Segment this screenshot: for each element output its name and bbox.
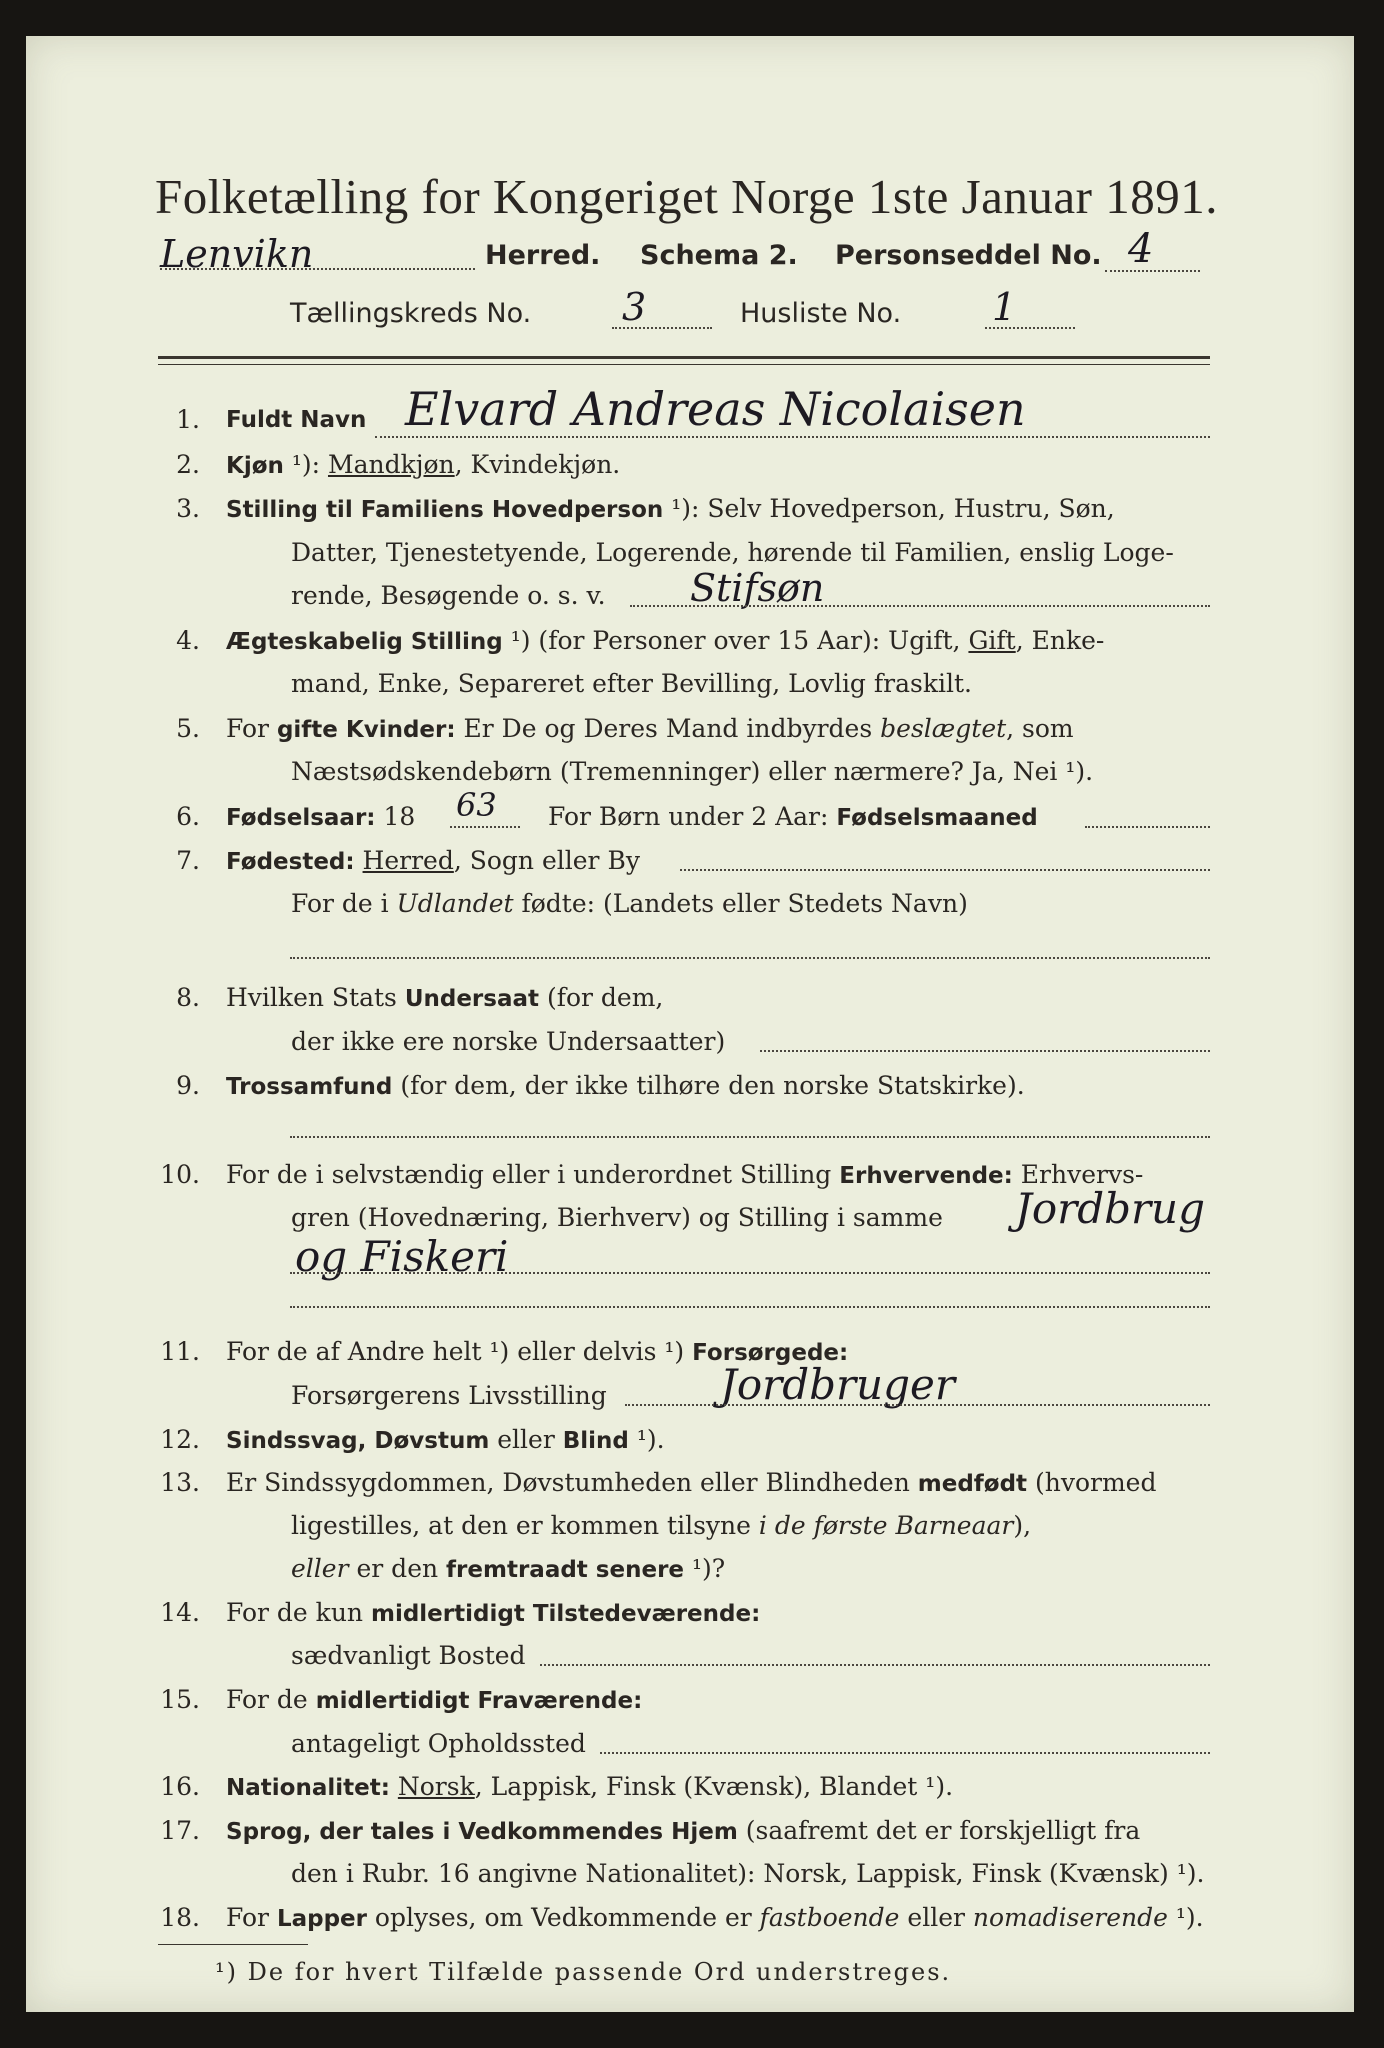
item-number: 4. xyxy=(176,626,200,655)
item-label: midlertidigt Tilstedeværende: xyxy=(370,1601,761,1627)
item-text xyxy=(226,1070,1025,1103)
item-number: 10. xyxy=(160,1160,200,1189)
text-run: fødte: (Landets eller Stedets Navn) xyxy=(513,889,968,918)
item-number: 1. xyxy=(176,405,200,434)
text-run: nomadiserende xyxy=(972,1903,1168,1932)
text-run: For de xyxy=(226,1685,316,1714)
item-label: gifte Kvinder: xyxy=(276,717,456,743)
herred-label: Herred. xyxy=(485,240,601,271)
text-run: ¹). xyxy=(628,1425,665,1454)
item-label: Nationalitet: xyxy=(226,1775,390,1801)
item-text xyxy=(291,1510,1031,1542)
text-run: Er Sindssygdommen, Døvstumheden eller Blindheden xyxy=(226,1468,918,1497)
text-run: , Kvindekjøn. xyxy=(454,450,621,479)
occupation-handwritten-1: Jordbrug xyxy=(1015,1184,1205,1233)
item-1-dotted-line xyxy=(375,436,1210,438)
item-number: 11. xyxy=(160,1337,200,1366)
item-label: Forsørgede: xyxy=(692,1340,849,1366)
item-text xyxy=(226,845,640,878)
item-text xyxy=(226,625,1104,658)
personseddel-label: Personseddel No. xyxy=(835,240,1102,271)
text-run: er den xyxy=(348,1554,447,1583)
text-run: (saafremt det er forskjelligt fra xyxy=(737,1816,1141,1845)
text-run: (for dem, der ikke tilhøre den norske Statskirke). xyxy=(392,1071,1025,1100)
item-11-dotted-line xyxy=(625,1404,1210,1406)
text-run: eller xyxy=(899,1903,973,1932)
item-label: Sprog, der tales i Vedkommendes Hjem xyxy=(226,1819,738,1845)
text-run: ¹)? xyxy=(684,1554,726,1583)
item-number: 15. xyxy=(160,1685,200,1714)
item-label: Fuldt Navn xyxy=(226,407,367,433)
text-run: oplyses, om Vedkommende er xyxy=(366,1903,760,1932)
herred-dotted-line xyxy=(160,268,475,270)
item-text xyxy=(226,1424,665,1457)
text-run: (hvormed xyxy=(1027,1468,1157,1497)
item-number: 5. xyxy=(176,714,200,743)
item-label: Stilling til Familiens Hovedperson xyxy=(226,497,664,523)
item-10-dotted-line xyxy=(290,1272,1210,1274)
text-run: For de af Andre helt ¹) eller delvis ¹) xyxy=(226,1337,693,1366)
text-run: For Børn under 2 Aar: xyxy=(548,802,837,831)
item-label: Fødselsmaaned xyxy=(836,805,1038,831)
item-text xyxy=(226,982,663,1015)
item-label: Ægteskabelig Stilling xyxy=(226,629,503,655)
text-run: For xyxy=(226,714,277,743)
husliste-label: Husliste No. xyxy=(740,298,902,329)
husliste-handwritten: 1 xyxy=(992,285,1017,329)
item-7-dotted-line-2 xyxy=(290,957,1210,959)
item-number: 6. xyxy=(176,802,200,831)
item-number: 2. xyxy=(176,450,200,479)
text-run: , Lappisk, Finsk (Kvænsk), Blandet ¹). xyxy=(474,1772,954,1801)
item-14-dotted-line xyxy=(540,1664,1210,1666)
item-label: medfødt xyxy=(917,1471,1028,1497)
item-text xyxy=(226,1771,953,1804)
kreds-label: Tællingskreds No. xyxy=(290,298,532,329)
text-run: beslægtet xyxy=(880,714,1007,743)
form-title: Folketælling for Kongeriget Norge 1ste Januar 1891. xyxy=(155,169,1218,224)
birth-year-handwritten: 63 xyxy=(456,786,497,824)
footnote: ¹) De for hvert Tilfælde passende Ord understreges. xyxy=(215,1958,952,1986)
supporter-handwritten: Jordbruger xyxy=(720,1360,955,1409)
occupation-handwritten-2: og Fiskeri xyxy=(295,1232,509,1281)
item-number: 8. xyxy=(176,983,200,1012)
item-number: 17. xyxy=(160,1816,200,1845)
text-run: For de i selvstændig eller i underordnet Stilling xyxy=(226,1160,840,1189)
item-text xyxy=(226,449,620,482)
text-run xyxy=(390,1772,398,1801)
text-run: i de første Barneaar xyxy=(758,1511,1014,1540)
item-number: 14. xyxy=(160,1598,200,1627)
item-text xyxy=(226,1159,1143,1192)
item-number: 9. xyxy=(176,1071,200,1100)
text-run: ), xyxy=(1013,1511,1032,1540)
text-run: ¹): Selv Hovedperson, Hustru, Søn, xyxy=(663,494,1115,523)
item-number: 12. xyxy=(160,1425,200,1454)
text-run: Er De og Deres Mand indbyrdes xyxy=(455,714,881,743)
underlined-choice: Herred xyxy=(362,846,454,875)
underlined-choice: Mandkjøn xyxy=(327,450,455,479)
text-run: Datter, Tjenestetyende, Logerende, hørende til Familien, enslig Loge- xyxy=(291,538,1174,567)
item-label: Lapper xyxy=(276,1906,367,1932)
text-run: 18 xyxy=(375,802,416,831)
item-text xyxy=(226,493,1115,526)
item-8-dotted-line xyxy=(760,1050,1210,1052)
item-text xyxy=(226,1815,1140,1848)
item-text xyxy=(226,1597,760,1630)
footnote-rule xyxy=(158,1944,308,1945)
text-run: mand, Enke, Separeret efter Bevilling, Lovlig fraskilt. xyxy=(291,669,972,698)
text-run: der ikke ere norske Undersaatter) xyxy=(291,1027,726,1056)
item-label: midlertidigt Fraværende: xyxy=(315,1688,643,1714)
full-name-handwritten: Elvard Andreas Nicolaisen xyxy=(405,382,1026,436)
header-rule-thick xyxy=(158,356,1210,359)
item-text xyxy=(226,1902,1204,1935)
item-number: 18. xyxy=(160,1903,200,1932)
item-number: 13. xyxy=(160,1468,200,1497)
item-3-dotted-line xyxy=(630,605,1210,607)
text-run: eller xyxy=(489,1425,563,1454)
text-run: den i Rubr. 16 angivne Nationalitet): Norsk, Lappisk, Finsk (Kvænsk) ¹). xyxy=(291,1859,1205,1888)
item-label: Undersaat xyxy=(404,986,539,1012)
text-run: Erhvervs- xyxy=(1012,1160,1144,1189)
item-9-dotted-line xyxy=(290,1136,1210,1138)
item-text xyxy=(291,888,968,920)
text-run: antageligt Opholdssted xyxy=(291,1729,586,1758)
text-run: Hvilken Stats xyxy=(226,983,405,1012)
item-number: 3. xyxy=(176,494,200,523)
item-label: Fødselsaar: xyxy=(226,805,376,831)
item-text xyxy=(291,1553,725,1586)
underlined-choice: Gift xyxy=(968,626,1016,655)
text-run: ¹): xyxy=(283,450,328,479)
text-run: eller xyxy=(291,1554,349,1583)
item-number: 16. xyxy=(160,1772,200,1801)
birth-month-dotted-line xyxy=(1085,826,1210,828)
text-run: rende, Besøgende o. s. v. xyxy=(291,581,606,610)
text-run: For xyxy=(226,1903,277,1932)
text-run: (for dem, xyxy=(539,983,664,1012)
herred-handwritten: Lenvikn xyxy=(160,232,314,276)
text-run: , som xyxy=(1006,714,1074,743)
item-label: Sindssvag, Døvstum xyxy=(226,1428,490,1454)
item-text xyxy=(548,801,1038,834)
item-10-dotted-line-2 xyxy=(290,1306,1210,1308)
item-label: Erhvervende: xyxy=(839,1163,1013,1189)
text-run: For de i xyxy=(291,889,397,918)
item-text xyxy=(226,1684,642,1717)
personseddel-dotted-line xyxy=(1105,270,1200,272)
text-run: fastboende xyxy=(759,1903,900,1932)
text-run: ¹) (for Personer over 15 Aar): Ugift, xyxy=(502,626,969,655)
item-label: Fødested: xyxy=(226,849,355,875)
underlined-choice: Norsk xyxy=(397,1772,475,1801)
relation-handwritten: Stifsøn xyxy=(690,566,825,610)
personseddel-handwritten: 4 xyxy=(1128,226,1154,272)
item-text xyxy=(226,1467,1156,1500)
item-label: fremtraadt senere xyxy=(446,1557,685,1583)
item-15-dotted-line xyxy=(600,1752,1210,1754)
text-run: ligestilles, at den er kommen tilsyne xyxy=(291,1511,759,1540)
item-text xyxy=(226,801,415,834)
text-run: For de kun xyxy=(226,1598,371,1627)
text-run: ¹). xyxy=(1167,1903,1204,1932)
text-run: , Enke- xyxy=(1015,626,1105,655)
item-label: Blind xyxy=(562,1428,629,1454)
text-run: gren (Hovednæring, Bierhverv) og Stilling i samme xyxy=(291,1203,943,1232)
text-run xyxy=(355,846,363,875)
header-rule-thin xyxy=(158,364,1210,365)
birth-year-dotted-line xyxy=(450,826,520,828)
item-label: Kjøn xyxy=(226,453,284,479)
item-label: Trossamfund xyxy=(226,1074,393,1100)
kreds-handwritten: 3 xyxy=(622,285,647,329)
text-run: Udlandet xyxy=(396,889,514,918)
text-run: , Sogn eller By xyxy=(453,846,640,875)
schema-label: Schema 2. xyxy=(640,240,798,271)
text-run: Næstsødskendebørn (Tremenninger) eller nærmere? Ja, Nei ¹). xyxy=(291,757,1094,786)
text-run: sædvanligt Bosted xyxy=(291,1641,526,1670)
husliste-dotted-line xyxy=(985,327,1075,329)
item-text xyxy=(226,713,1074,746)
item-7-dotted-line xyxy=(680,869,1210,871)
text-run: Forsørgerens Livsstilling xyxy=(291,1381,607,1410)
item-number: 7. xyxy=(176,846,200,875)
kreds-dotted-line xyxy=(612,327,712,329)
